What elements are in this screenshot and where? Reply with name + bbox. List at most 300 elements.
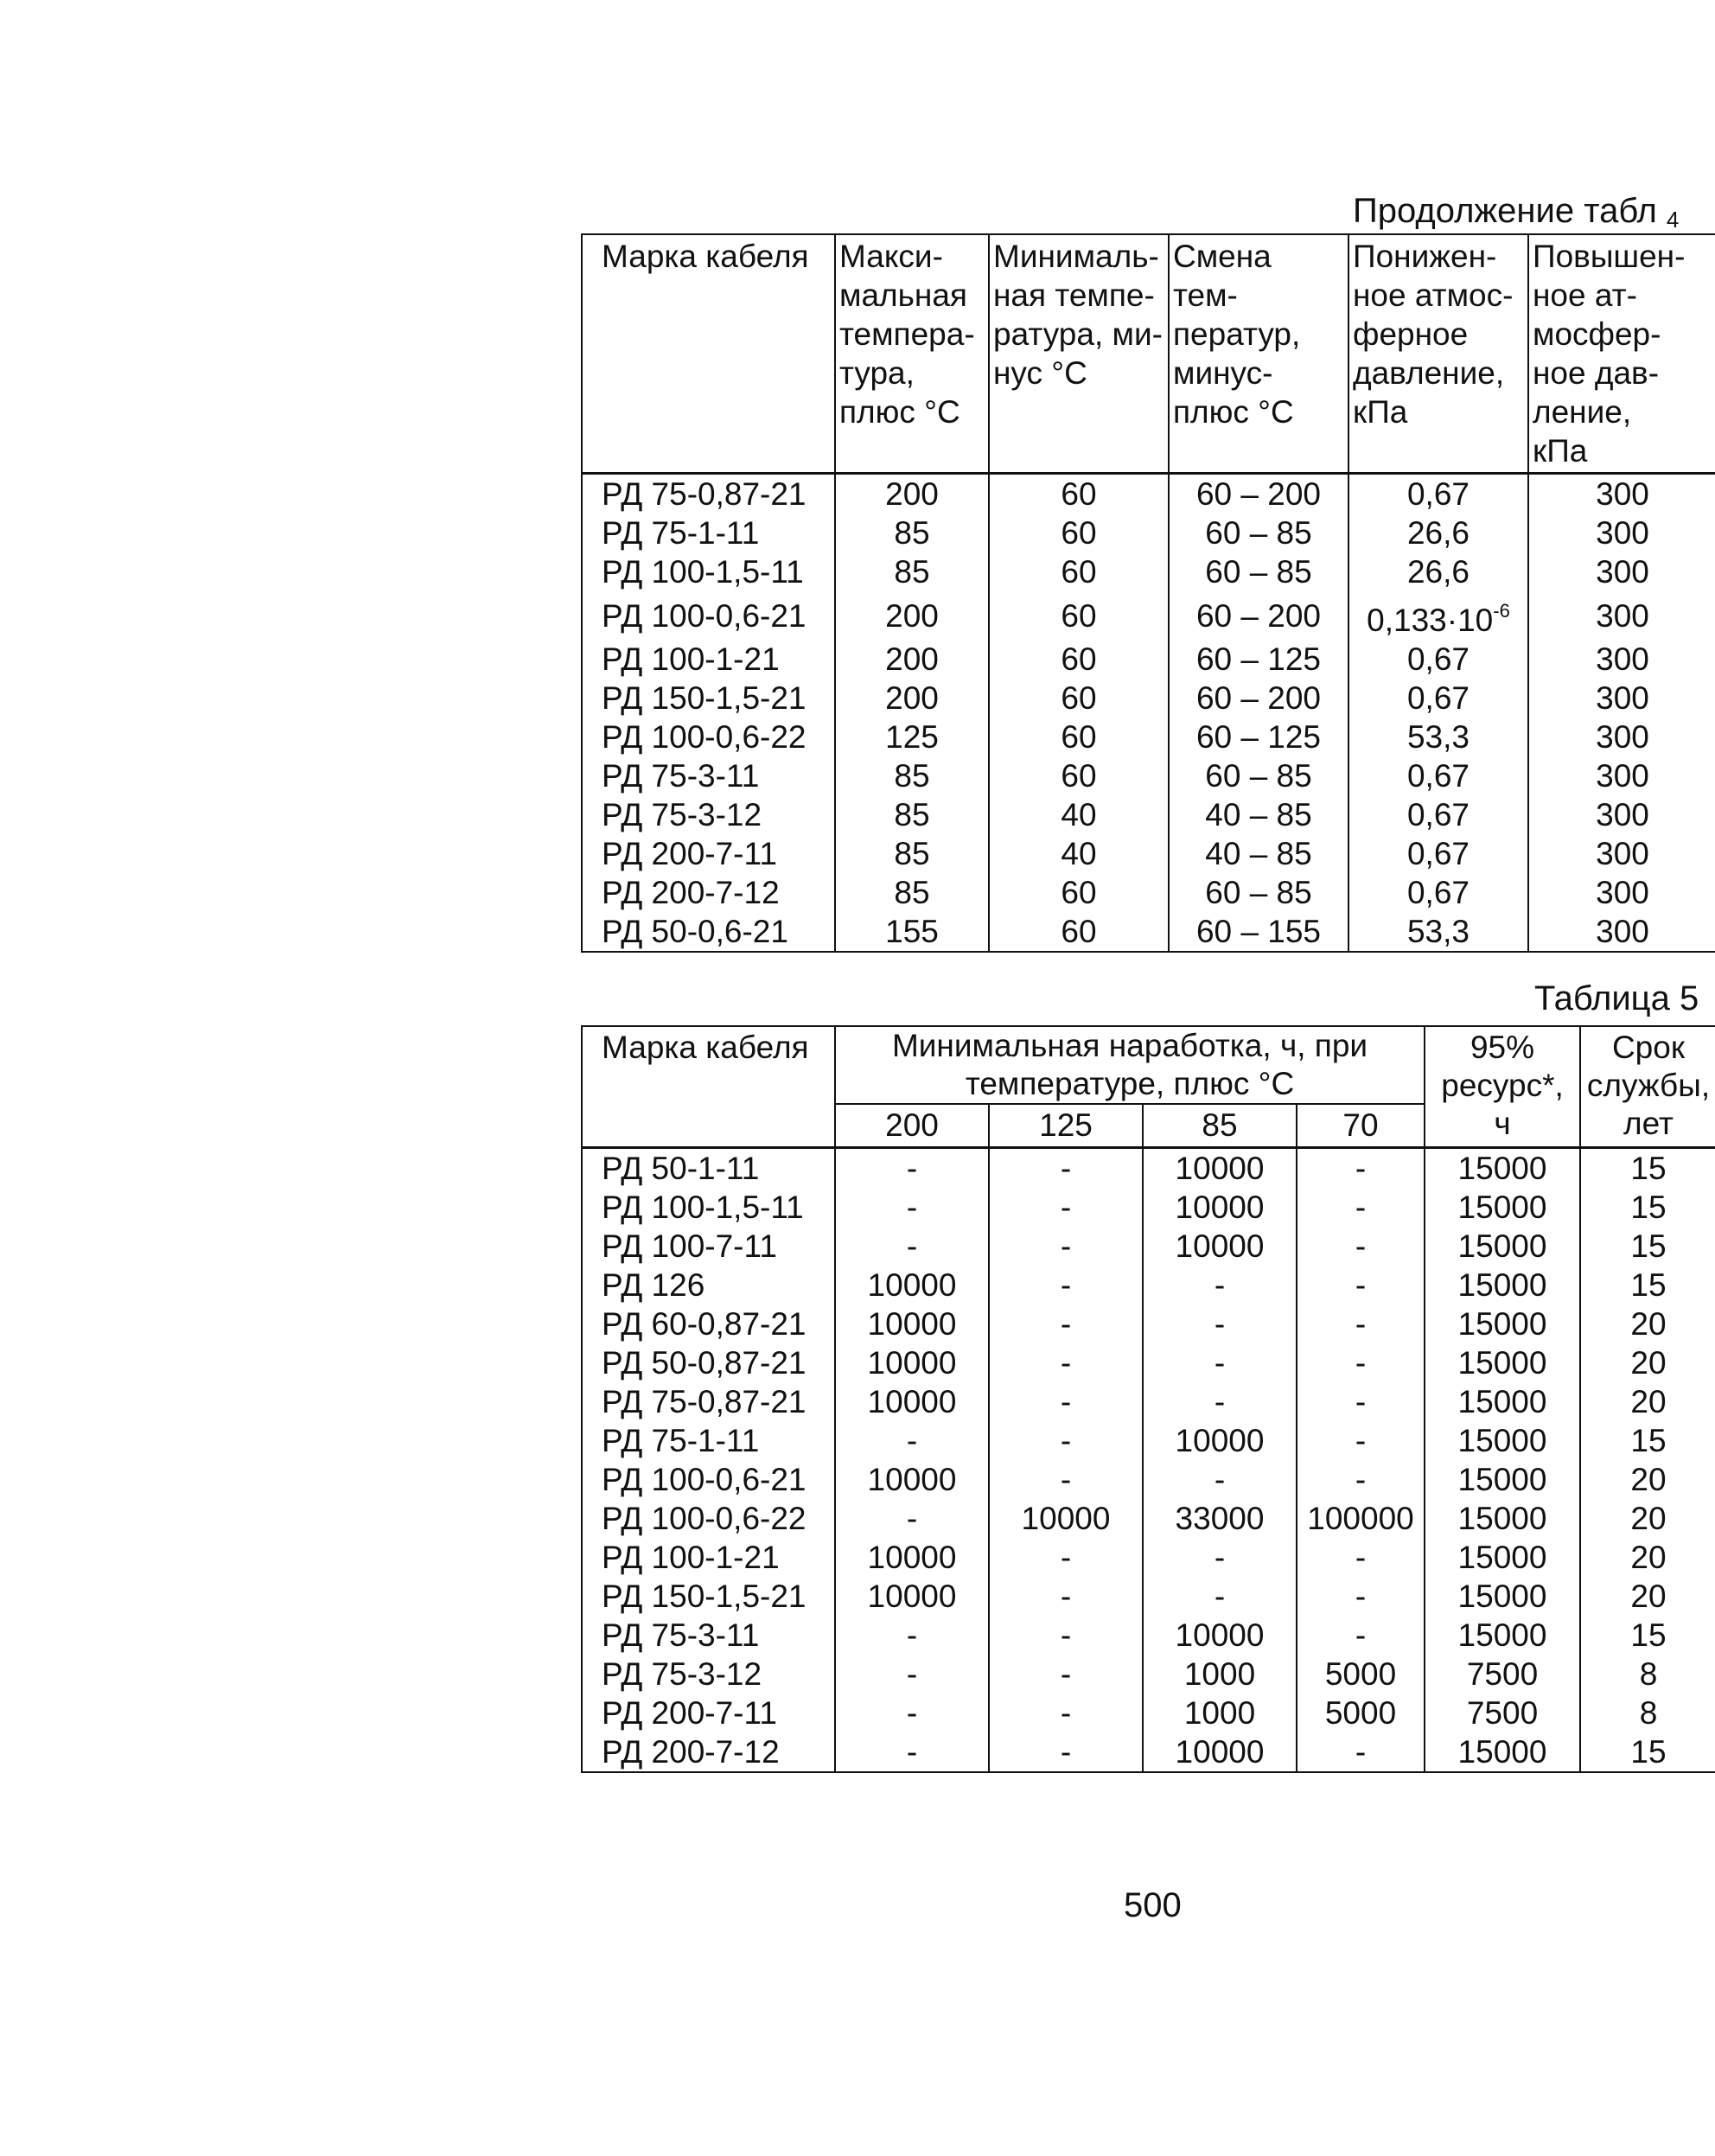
table4-cell-text: 0,67 [1406, 875, 1470, 910]
table5-cell: 10000 [835, 1577, 989, 1616]
table5-cell: - [835, 1188, 989, 1227]
table4-cell-text: РД 100-1-21 [602, 641, 780, 677]
table5-cell: 20 [1580, 1343, 1715, 1382]
table4-cell [835, 591, 989, 640]
table5-cell: 15000 [1425, 1538, 1580, 1577]
table4-cell [989, 513, 1169, 552]
table5-cell: - [989, 1538, 1143, 1577]
table5-cell: 15000 [1425, 1382, 1580, 1421]
table4-cell [1348, 640, 1528, 679]
table5-cell: 15000 [1425, 1460, 1580, 1499]
table5-cell: - [1297, 1577, 1425, 1616]
table4-cell-text: РД 75-1-11 [602, 515, 760, 551]
table4-cell-text: РД 200-7-12 [602, 875, 780, 910]
table4-cell [989, 679, 1169, 718]
table4-cell-text: 60 – 85 [1205, 515, 1312, 551]
table4-cell-text: РД 75-0,87-21 [602, 476, 806, 512]
table4-cell-text: 60 [1061, 875, 1097, 910]
table4-cell-text: 60 – 200 [1195, 680, 1322, 716]
table5-header-group: Минимальная наработка, ч, при температуре, плюс °С [835, 1026, 1425, 1104]
table4-cell [1528, 640, 1715, 679]
table4-cell-text: 53,3 [1406, 914, 1470, 949]
table5-cell: - [1297, 1538, 1425, 1577]
table-row [582, 756, 1715, 795]
table4-header-cell: Макси- мальная темпера- тура, плюс °С [835, 234, 989, 474]
table4-cell [582, 756, 835, 795]
table5-header-resource: 95% ресурс*, ч [1425, 1026, 1580, 1148]
table4-cell-text: 60 – 155 [1195, 914, 1322, 949]
table5-cell: 15 [1580, 1266, 1715, 1304]
table5-cell: 33000 [1143, 1499, 1297, 1538]
table4-cell [1348, 756, 1528, 795]
table4-cell-text: 60 [1061, 914, 1097, 949]
table-row [582, 1382, 1715, 1421]
table5-cell: 15000 [1425, 1732, 1580, 1772]
table-row [582, 474, 1715, 514]
table4-cell [835, 513, 989, 552]
table4-cell-text: 60 – 85 [1205, 875, 1312, 910]
table5-cell: 15 [1580, 1732, 1715, 1772]
table5-cell: РД 100-7-11 [582, 1227, 835, 1266]
table4-cell-text: 300 [1596, 515, 1649, 551]
table5-header-life: Срок службы, лет [1580, 1026, 1715, 1148]
table5-cell: - [1297, 1343, 1425, 1382]
table4-header-cell: Минималь- ная темпе- ратура, ми- нус °С [989, 234, 1169, 474]
table5-cell: 20 [1580, 1460, 1715, 1499]
table4-cell [1169, 679, 1348, 718]
table4-cell-text: 60 [1061, 680, 1097, 716]
table4-cell-text: 0,67 [1406, 476, 1470, 512]
table4-cell-text: 60 [1061, 554, 1097, 590]
table-row [582, 1694, 1715, 1732]
table4-cell [1348, 474, 1528, 514]
table4-cell [1169, 640, 1348, 679]
table5-cell: РД 100-1-21 [582, 1538, 835, 1577]
table4-cell-text: 85 [894, 515, 930, 551]
table4-cell-text: 0,67 [1406, 836, 1470, 871]
table5-cell: - [1297, 1616, 1425, 1655]
table4-cell-text: 40 – 85 [1205, 836, 1312, 871]
table5-cell: 15000 [1425, 1188, 1580, 1227]
table4-cell [582, 834, 835, 873]
table4-cell [835, 873, 989, 912]
table4-cell [835, 834, 989, 873]
table5-cell: 10000 [835, 1382, 989, 1421]
table5-cell: - [989, 1616, 1143, 1655]
table4-cell [1169, 912, 1348, 952]
table4-cell [989, 756, 1169, 795]
table4-cell [989, 591, 1169, 640]
table-row [582, 718, 1715, 756]
table4-cell-text: 40 [1061, 836, 1097, 871]
table5-cell: - [1143, 1382, 1297, 1421]
table-row [582, 795, 1715, 834]
table4-cell [989, 834, 1169, 873]
table5-cell: 1000 [1143, 1655, 1297, 1694]
table5-cell: - [989, 1655, 1143, 1694]
table4-cell [1528, 834, 1715, 873]
table4-cell-text: 26,6 [1406, 554, 1470, 590]
table4-cell [582, 718, 835, 756]
table5-cell: 7500 [1425, 1655, 1580, 1694]
table5-cell: 10000 [835, 1343, 989, 1382]
table4-cell [1169, 756, 1348, 795]
table5-cell: 20 [1580, 1538, 1715, 1577]
table4-cell-text: 300 [1596, 758, 1649, 794]
table5-cell: - [1143, 1538, 1297, 1577]
table5-cell: - [1297, 1227, 1425, 1266]
table4-header-row [582, 234, 1715, 474]
table4-cell [1169, 834, 1348, 873]
table5-cell: - [1297, 1732, 1425, 1772]
table4-cell-text: 40 [1061, 797, 1097, 832]
table4-cell-text: 60 [1061, 597, 1097, 634]
table5-cell: 15 [1580, 1148, 1715, 1189]
table4-cell [582, 591, 835, 640]
table5-cell: - [1297, 1382, 1425, 1421]
table-row [582, 1655, 1715, 1694]
table4-cell-text: 300 [1596, 680, 1649, 716]
table-row [582, 1616, 1715, 1655]
table4-cell-text: 85 [894, 758, 930, 794]
table5-cell: - [835, 1694, 989, 1732]
table-row [582, 552, 1715, 591]
table4-cell [1528, 513, 1715, 552]
table5-cell: - [989, 1732, 1143, 1772]
table4-cell-text: РД 75-3-12 [602, 797, 762, 832]
table5-cell: 15 [1580, 1227, 1715, 1266]
table4-cell [1528, 756, 1715, 795]
exponent-text: -6 [1493, 600, 1510, 622]
table5-header-temp: 85 [1143, 1104, 1297, 1148]
table4-cell [835, 552, 989, 591]
table4-cell [582, 912, 835, 952]
table-row [582, 679, 1715, 718]
table5-cell: - [835, 1499, 989, 1538]
table4-header-cell: Повышен- ное ат- мосфер- ное дав- ление, кПа [1528, 234, 1715, 474]
table4-cell-text: 300 [1596, 797, 1649, 832]
table5-cell: 10000 [835, 1538, 989, 1577]
table4-cell-text: 200 [885, 597, 939, 634]
table4-cell [582, 552, 835, 591]
table5-cell: - [989, 1227, 1143, 1266]
table4-cell-text: 300 [1596, 719, 1649, 755]
table4-cell-text: РД 50-0,6-21 [602, 914, 788, 949]
table5-cell: - [1143, 1343, 1297, 1382]
table-row [582, 1266, 1715, 1304]
table-row [582, 1188, 1715, 1227]
table4-cell [1169, 591, 1348, 640]
table4-cell [1169, 474, 1348, 514]
table4-cell [1528, 679, 1715, 718]
table4-cell [1528, 552, 1715, 591]
table4-cell-text: 125 [885, 719, 939, 755]
table4-cell-text: 300 [1596, 914, 1649, 949]
table5-cell: 15 [1580, 1421, 1715, 1460]
table5-cell: РД 60-0,87-21 [582, 1304, 835, 1343]
table4-cell [835, 756, 989, 795]
table4-cell-text: РД 150-1,5-21 [602, 680, 806, 716]
table5-cell: 15000 [1425, 1227, 1580, 1266]
table4-cell [1528, 795, 1715, 834]
table4-cell-text: РД 100-0,6-22 [602, 719, 806, 755]
table5-cell: 5000 [1297, 1655, 1425, 1694]
table-row [582, 1732, 1715, 1772]
table5-cell: - [989, 1577, 1143, 1616]
table4-cell-text: 60 [1061, 719, 1097, 755]
table4-cell-text: 60 – 200 [1195, 597, 1322, 634]
table4-cell-text: 85 [894, 797, 930, 832]
table4-cell [1348, 552, 1528, 591]
table5-cell: 10000 [835, 1266, 989, 1304]
table5-cell: - [1143, 1577, 1297, 1616]
table5-cell: 20 [1580, 1304, 1715, 1343]
table4-cell [1169, 513, 1348, 552]
table5-cell: - [835, 1616, 989, 1655]
table5-cell: 10000 [1143, 1227, 1297, 1266]
table5-header-temp: 125 [989, 1104, 1143, 1148]
table4-cell [1169, 873, 1348, 912]
table-row [582, 834, 1715, 873]
table4-cell-text: РД 75-3-11 [602, 758, 760, 794]
table4-cell [1528, 474, 1715, 514]
table5-cell: - [1297, 1148, 1425, 1189]
table-row [582, 1343, 1715, 1382]
table5-cell: 15000 [1425, 1266, 1580, 1304]
table4-header-cell: Марка кабеля [582, 234, 835, 474]
table4-cell [989, 912, 1169, 952]
table-row [582, 1499, 1715, 1538]
table4-cell-text: 0,133·10 [1367, 603, 1494, 638]
table4-cell [582, 474, 835, 514]
table5-cell: 20 [1580, 1382, 1715, 1421]
table4-cell-text: 0,67 [1406, 758, 1470, 794]
table4-cell [989, 873, 1169, 912]
table4-cell-text: 85 [894, 875, 930, 910]
table4-cell [1348, 679, 1528, 718]
table4-cell [1348, 718, 1528, 756]
table5-cell: 15000 [1425, 1148, 1580, 1189]
table5-caption: Таблица 5 [1534, 979, 1699, 1017]
table5-cell: РД 75-3-11 [582, 1616, 835, 1655]
table5-cell: 100000 [1297, 1499, 1425, 1538]
table4-cell-text: 0,67 [1406, 641, 1470, 677]
table5-header-brand: Марка кабеля [582, 1026, 835, 1148]
table5-cell: - [835, 1227, 989, 1266]
table4-cell [1528, 591, 1715, 640]
table5-cell: 10000 [1143, 1421, 1297, 1460]
table-row [582, 640, 1715, 679]
table4-cell [835, 474, 989, 514]
table4-cell [1528, 873, 1715, 912]
table4-cell-text: 300 [1596, 476, 1649, 512]
table-row [582, 1538, 1715, 1577]
table4-cell [1348, 912, 1528, 952]
table5-header-temp: 200 [835, 1104, 989, 1148]
table4-cell [1348, 873, 1528, 912]
table5-cell: - [989, 1343, 1143, 1382]
table4-cell [835, 718, 989, 756]
table4-cell [582, 513, 835, 552]
table5-cell: - [989, 1694, 1143, 1732]
table5-cell: РД 75-0,87-21 [582, 1382, 835, 1421]
table4-cell [989, 795, 1169, 834]
table5 [581, 1025, 1715, 1773]
table-row [582, 1460, 1715, 1499]
table5-header-temp: 70 [1297, 1104, 1425, 1148]
table5-cell: 15000 [1425, 1343, 1580, 1382]
table4-cell [1528, 912, 1715, 952]
table-row [582, 1304, 1715, 1343]
table5-cell: РД 150-1,5-21 [582, 1577, 835, 1616]
table5-cell: РД 50-1-11 [582, 1148, 835, 1189]
table4-cell [1169, 718, 1348, 756]
table5-cell: - [1297, 1188, 1425, 1227]
table4-cell-text: 85 [894, 836, 930, 871]
table4-cell-text: 300 [1596, 836, 1649, 871]
table4-cell-text: 300 [1596, 597, 1649, 634]
table4-cell [835, 912, 989, 952]
table-row [582, 591, 1715, 640]
table5-cell: РД 200-7-12 [582, 1732, 835, 1772]
table4-cell [989, 552, 1169, 591]
table5-cell: 8 [1580, 1655, 1715, 1694]
table4-cell [1348, 591, 1528, 640]
table4-cell-text: 40 – 85 [1205, 797, 1312, 832]
table5-cell: - [989, 1421, 1143, 1460]
table4-cell-text: 60 – 85 [1205, 758, 1312, 794]
table5-header-row-1 [582, 1026, 1715, 1104]
table4-cell-text: 155 [885, 914, 939, 949]
table5-cell: 7500 [1425, 1694, 1580, 1732]
table5-cell: РД 200-7-11 [582, 1694, 835, 1732]
table5-cell: 15000 [1425, 1304, 1580, 1343]
table5-cell: - [1297, 1266, 1425, 1304]
table5-cell: 15000 [1425, 1421, 1580, 1460]
table5-cell: - [1143, 1304, 1297, 1343]
table5-cell: 10000 [1143, 1148, 1297, 1189]
table4-header-cell: Понижен- ное атмос- ферное давление, кПа [1348, 234, 1528, 474]
table5-cell: 15000 [1425, 1616, 1580, 1655]
table5-cell: - [1143, 1460, 1297, 1499]
table4-cell [989, 474, 1169, 514]
table4-cell-text: 60 [1061, 476, 1097, 512]
table4-cell-text: РД 100-1,5-11 [602, 554, 804, 590]
table5-cell: - [835, 1421, 989, 1460]
table5-cell: РД 100-0,6-22 [582, 1499, 835, 1538]
table4-cell-text: 85 [894, 554, 930, 590]
table5-cell: 10000 [835, 1304, 989, 1343]
table-row [582, 1577, 1715, 1616]
table4-cell [582, 640, 835, 679]
table4-cell-text: 53,3 [1406, 719, 1470, 755]
table4-cell [1348, 795, 1528, 834]
table5-cell: 10000 [1143, 1188, 1297, 1227]
table5-cell: - [835, 1655, 989, 1694]
table5-cell: - [1297, 1304, 1425, 1343]
table-row [582, 1227, 1715, 1266]
table5-cell: - [835, 1732, 989, 1772]
table5-cell: РД 100-1,5-11 [582, 1188, 835, 1227]
table4-cell [835, 795, 989, 834]
table-row [582, 873, 1715, 912]
table5-cell: - [989, 1382, 1143, 1421]
table5-cell: 10000 [1143, 1616, 1297, 1655]
table-row [582, 513, 1715, 552]
table4-cell-text: 60 – 85 [1205, 554, 1312, 590]
table4-cell-text: 300 [1596, 641, 1649, 677]
table4-cell [1169, 552, 1348, 591]
table-row [582, 1148, 1715, 1189]
table5-cell: 10000 [1143, 1732, 1297, 1772]
table4-cell-text: 200 [885, 476, 939, 512]
table5-cell: РД 50-0,87-21 [582, 1343, 835, 1382]
table4-cell-text: РД 200-7-11 [602, 836, 777, 871]
table4-caption: Продолжение табл $_4$ [1353, 192, 1680, 233]
table4-cell [835, 679, 989, 718]
table4-cell-text: 300 [1596, 554, 1649, 590]
table5-cell: - [1297, 1460, 1425, 1499]
table5-cell: РД 126 [582, 1266, 835, 1304]
table-row [582, 1421, 1715, 1460]
table5-cell: - [989, 1188, 1143, 1227]
table4-cell-text: 60 [1061, 758, 1097, 794]
table5-cell: - [989, 1304, 1143, 1343]
table5-cell: РД 100-0,6-21 [582, 1460, 835, 1499]
table5-cell: 20 [1580, 1499, 1715, 1538]
table5-cell: 15 [1580, 1616, 1715, 1655]
table5-cell: 15000 [1425, 1577, 1580, 1616]
table5-cell: РД 75-1-11 [582, 1421, 835, 1460]
table4-cell-text: 200 [885, 680, 939, 716]
table5-cell: 1000 [1143, 1694, 1297, 1732]
page-number: 500 [1124, 1886, 1182, 1924]
table4-cell-text: 0,67 [1406, 680, 1470, 716]
table5-cell: 15 [1580, 1188, 1715, 1227]
table5-cell: - [1143, 1266, 1297, 1304]
table4-cell [582, 795, 835, 834]
table-row [582, 912, 1715, 952]
table5-cell: - [835, 1148, 989, 1189]
table4-cell [1528, 718, 1715, 756]
table5-cell: - [989, 1148, 1143, 1189]
table5-cell: 15000 [1425, 1499, 1580, 1538]
table4-cell-text: 300 [1596, 875, 1649, 910]
table4-cell-text: 60 – 200 [1195, 476, 1322, 512]
table4-cell [835, 640, 989, 679]
table5-cell: - [989, 1266, 1143, 1304]
table4-cell [1348, 513, 1528, 552]
table4-cell [1348, 834, 1528, 873]
table4-cell-text: 60 – 125 [1195, 641, 1322, 677]
table4-cell-text: 0,67 [1406, 797, 1470, 832]
table4-cell-text: 26,6 [1406, 515, 1470, 551]
table4-cell-text: РД 100-0,6-21 [602, 597, 806, 634]
table4 [581, 233, 1715, 953]
table4-cell [582, 679, 835, 718]
table5-cell: 5000 [1297, 1694, 1425, 1732]
table4-cell [989, 640, 1169, 679]
table5-cell: - [1297, 1421, 1425, 1460]
table4-cell [1169, 795, 1348, 834]
table4-cell-text: 60 [1061, 641, 1097, 677]
table4-cell-text: 200 [885, 641, 939, 677]
table5-cell: 10000 [835, 1460, 989, 1499]
table4-cell-text: 60 – 125 [1195, 719, 1322, 755]
table5-cell: 8 [1580, 1694, 1715, 1732]
table5-cell: РД 75-3-12 [582, 1655, 835, 1694]
table4-cell [989, 718, 1169, 756]
